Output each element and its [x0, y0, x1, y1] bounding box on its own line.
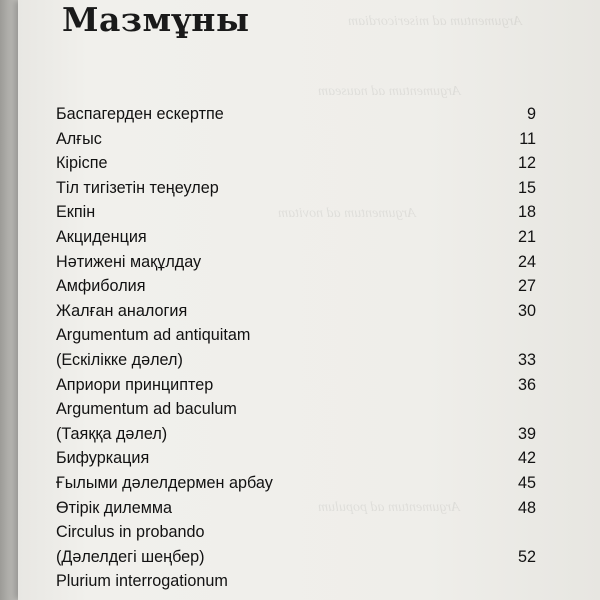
toc-entry [56, 252, 536, 277]
toc-entry-page: 12 [517, 154, 536, 173]
toc-entry-title: Өтірік дилемма [56, 498, 172, 517]
toc-entry [56, 325, 536, 350]
toc-entry-title: Тіл тигізетін теңеулер [56, 178, 219, 197]
toc-entry [56, 473, 536, 498]
toc-entry [56, 498, 536, 523]
toc-entry [56, 375, 536, 400]
bleed-through-text: Argumentum ad misericordiam [348, 14, 522, 29]
toc-entry-title: Ғылыми дәлелдермен арбау [56, 473, 273, 492]
toc-entry-page: 18 [517, 203, 536, 222]
toc-entry [56, 547, 536, 572]
toc-entry [56, 227, 536, 252]
toc-entry-title: Акциденция [56, 227, 147, 246]
toc-entry-page: 21 [517, 227, 536, 246]
toc-entry-title: Argumentum ad baculum [56, 400, 237, 419]
toc-entry-title: Априори принциптер [56, 375, 214, 394]
toc-entry-page: 52 [517, 547, 536, 566]
toc-entry [56, 202, 536, 227]
toc-entry-page: 15 [517, 178, 536, 197]
toc-entry [56, 104, 536, 129]
toc-entry-page: 33 [517, 350, 536, 369]
toc-entry-title: Бифуркация [56, 449, 150, 468]
toc-entry-title: Кіріспе [56, 154, 108, 173]
toc-entry [56, 399, 536, 424]
toc-entry-title: (Дәлелдегі шеңбер) [56, 547, 205, 566]
toc-entry [56, 424, 536, 449]
table-of-contents [56, 104, 536, 596]
page-title: Мазмұны [62, 0, 250, 39]
toc-entry-page: 48 [517, 498, 536, 517]
bleed-through-text: Argumentum ad novitam [278, 206, 416, 221]
toc-entry [56, 571, 536, 596]
toc-entry-title: Баспагерден ескертпе [56, 105, 224, 123]
toc-entry-page: 11 [519, 129, 536, 148]
toc-entry [56, 276, 536, 301]
toc-entry [56, 178, 536, 203]
toc-entry-page: 42 [517, 449, 536, 468]
toc-entry-title: Алғыс [56, 129, 102, 148]
toc-entry-page: 39 [517, 424, 536, 443]
toc-entry [56, 522, 536, 547]
toc-entry-page: 24 [517, 252, 536, 271]
toc-entry [56, 129, 536, 154]
toc-entry-page: 45 [517, 473, 536, 492]
toc-entry-title: Жалған аналогия [56, 301, 188, 320]
toc-entry-page: 9 [526, 105, 536, 123]
book-spine [0, 0, 18, 600]
toc-entry-title: Нәтижені мақұлдау [56, 252, 202, 271]
toc-entry-title: Argumentum ad antiquitam [56, 326, 251, 345]
toc-entry [56, 153, 536, 178]
toc-entry-page: 30 [517, 301, 536, 320]
toc-entry-title: Circulus in probando [56, 523, 205, 542]
bleed-through-text: Argumentum ad nauseam [318, 84, 461, 99]
toc-entry [56, 301, 536, 326]
toc-entry-page: 36 [517, 375, 536, 394]
toc-entry-title: Екпін [56, 203, 96, 222]
toc-entry-title: (Таяққа дәлел) [56, 424, 168, 443]
toc-entry [56, 448, 536, 473]
toc-entry-title: Амфиболия [56, 277, 146, 296]
toc-entry-title: Plurium interrogationum [56, 572, 228, 591]
toc-entry [56, 350, 536, 375]
toc-entry-page: 27 [517, 277, 536, 296]
toc-entry-title: (Ескілікке дәлел) [56, 350, 183, 369]
bleed-through-text: Argumentum ad populum [318, 500, 460, 515]
